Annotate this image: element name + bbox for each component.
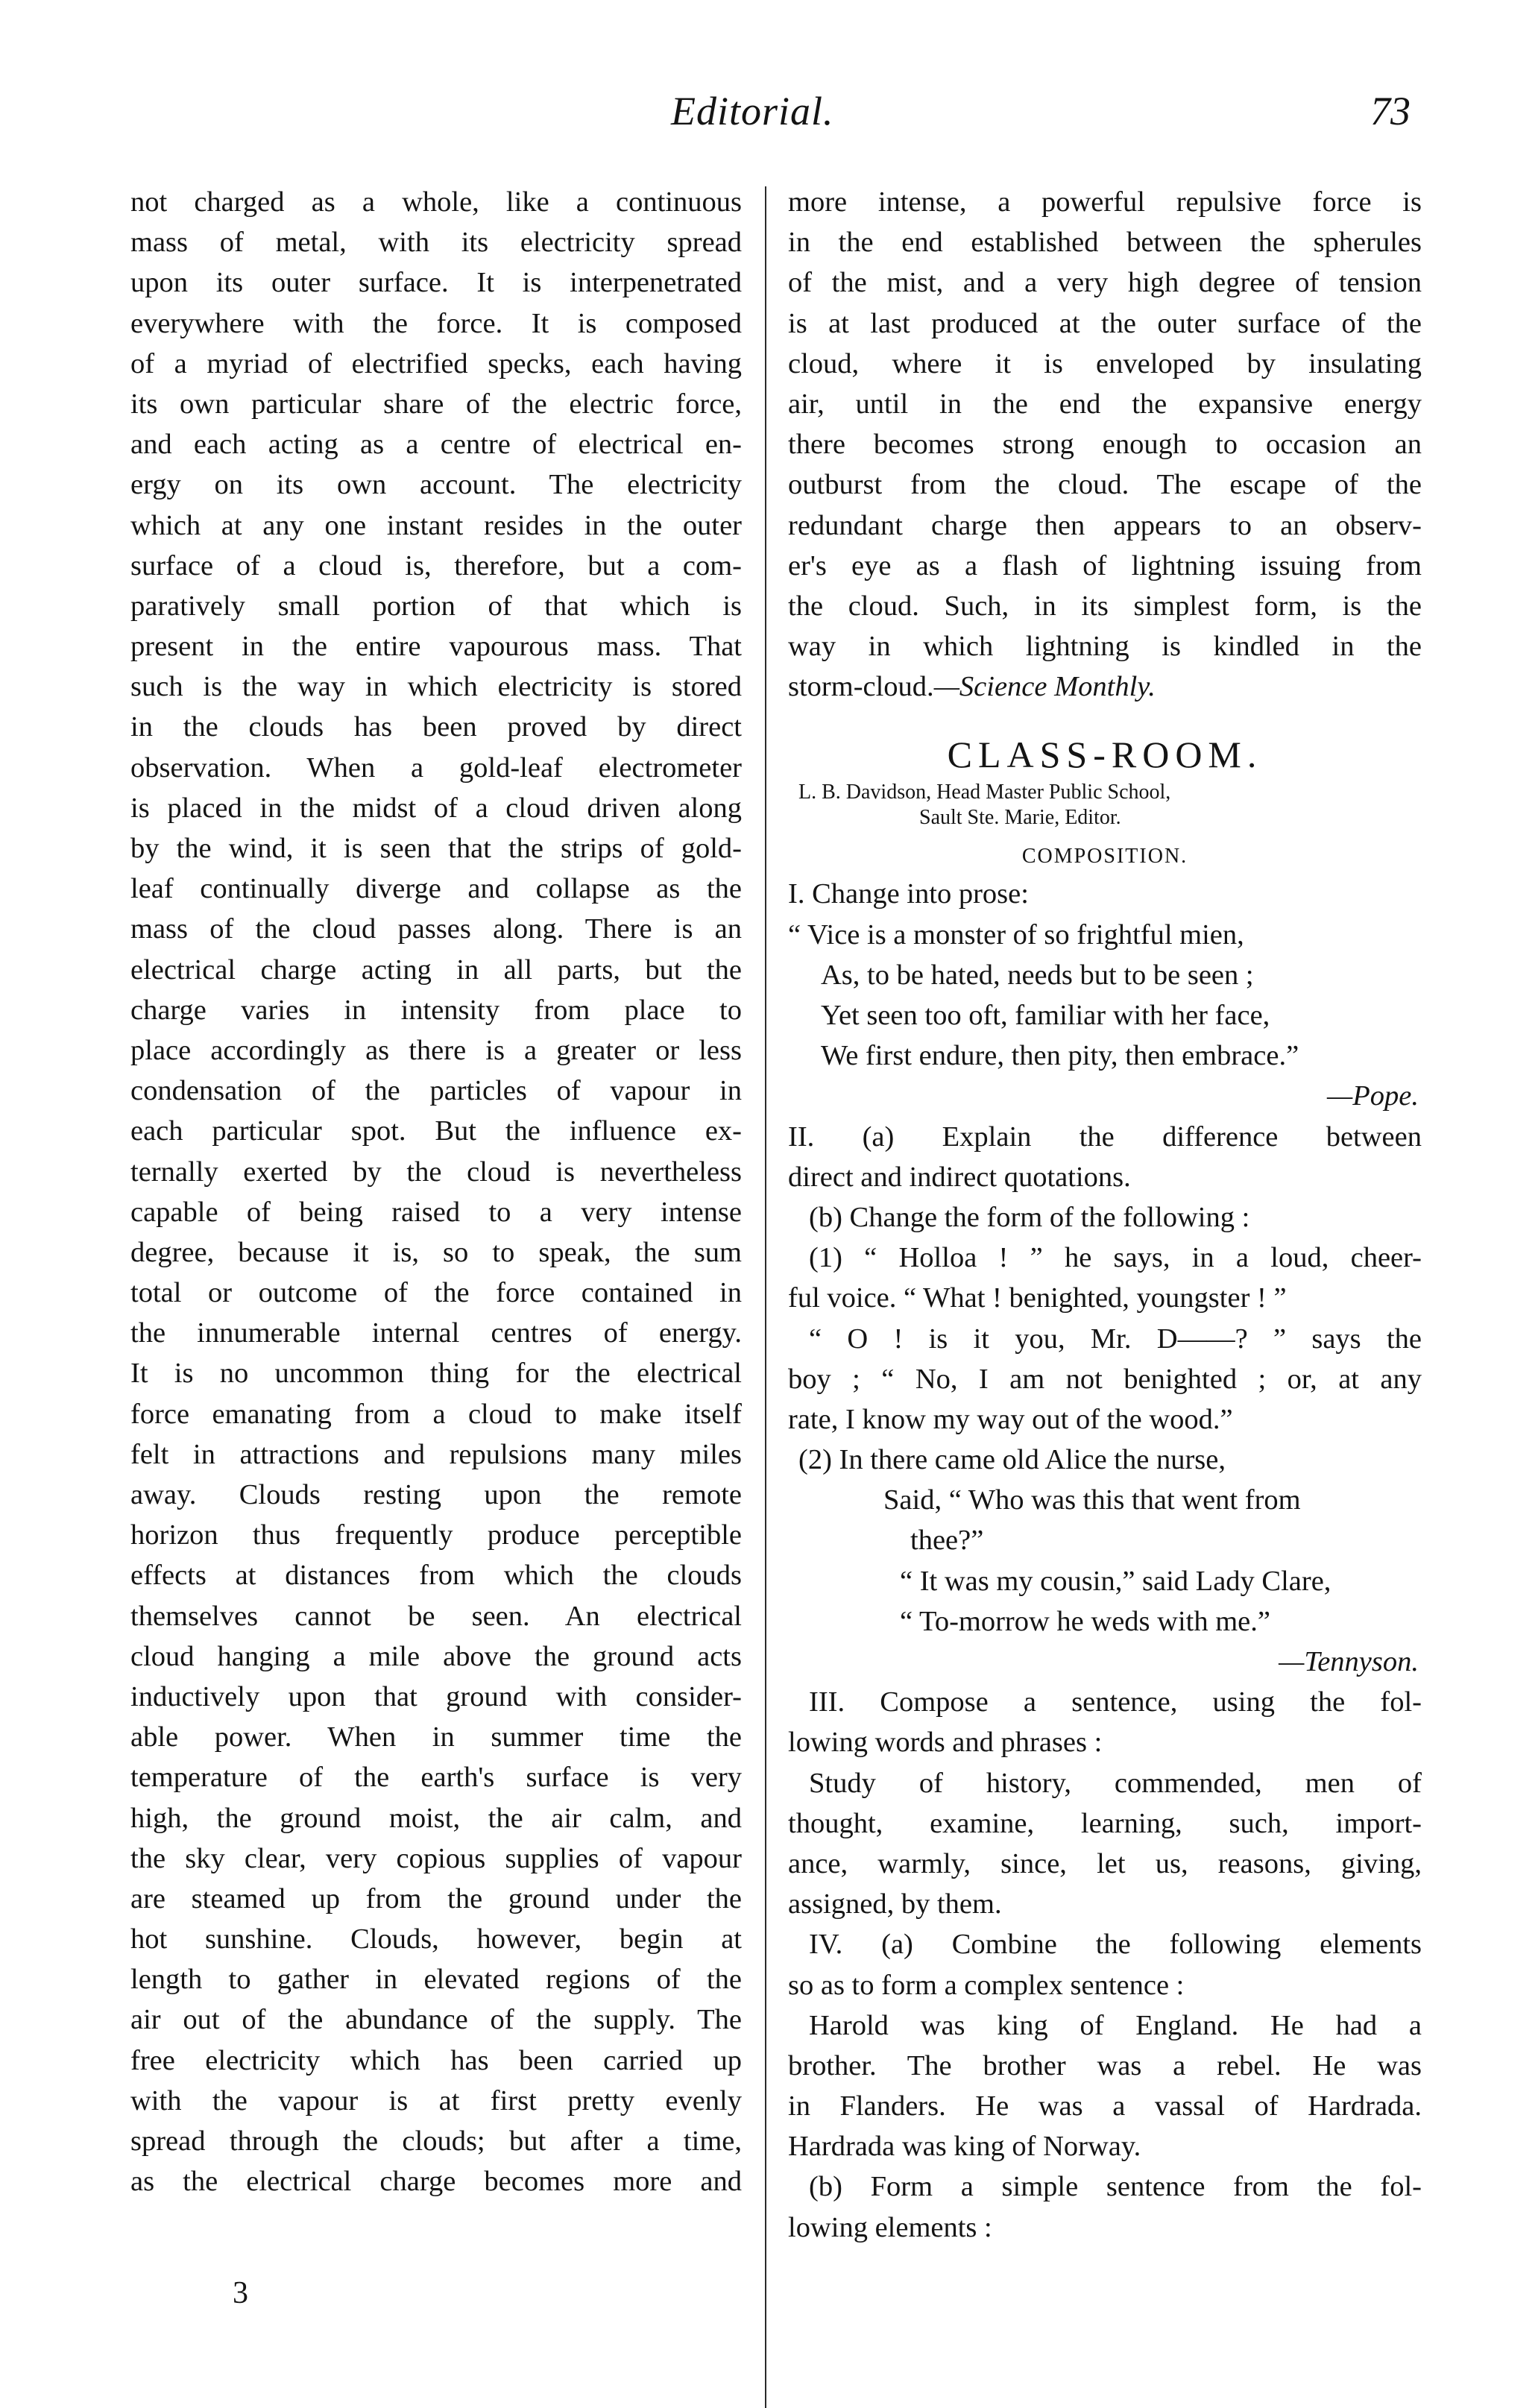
text-line: with the vapour is at first pretty evenly — [130, 2084, 742, 2117]
poem-line: As, to be hated, needs but to be seen ; — [821, 959, 1254, 991]
signature-mark: 3 — [233, 2276, 248, 2310]
text-line: paratively small portion of that which is — [130, 590, 742, 622]
editor-credit: L. B. Davidson, Head Master Public School, — [798, 781, 1171, 804]
text-line: by the wind, it is seen that the strips of gold- — [130, 833, 742, 864]
text-line: rate, I know my way out of the wood.” — [788, 1403, 1233, 1435]
text-line: leaf continually diverge and collapse as the — [130, 873, 742, 905]
text-line: lowing elements : — [788, 2211, 992, 2243]
text-line: which at any one instant resides in the outer — [130, 509, 742, 541]
text-line-with-source — [788, 666, 1422, 707]
text-line: observation. When a gold-leaf electrometer — [130, 751, 742, 784]
source-citation: —Science Monthly. — [933, 671, 1156, 703]
text-line: er's eye as a flash of lightning issuing from — [788, 549, 1422, 581]
text-line: of a myriad of electrified specks, each having — [130, 347, 742, 379]
text-line: effects at distances from which the clouds — [130, 1560, 742, 1592]
text-line: the sky clear, very copious supplies of vapour — [130, 1842, 742, 1874]
text-line: such is the way in which electricity is stored — [130, 671, 742, 703]
poem-line: We first endure, then pity, then embrace.” — [821, 1040, 1299, 1072]
text-line: is at last produced at the outer surface of the — [788, 307, 1422, 339]
text-line: (1) “ Holloa ! ” he says, in a loud, cheer- — [809, 1242, 1422, 1274]
text-line: mass of metal, with its electricity spread — [130, 227, 742, 259]
text-line: are steamed up from the ground under the — [130, 1882, 742, 1914]
poem-line: “ Vice is a monster of so frightful mien, — [788, 918, 1244, 951]
text-line: way in which lightning is kindled in the — [788, 631, 1422, 663]
text-line: horizon thus frequently produce perceptible — [130, 1519, 742, 1551]
text-line: ful voice. “ What ! benighted, youngster ! ” — [788, 1282, 1287, 1314]
text-line: length to gather in elevated regions of the — [130, 1964, 742, 1996]
poem-line: thee?” — [910, 1525, 984, 1557]
text-line: storm-cloud. — [788, 671, 934, 703]
text-line: total or outcome of the force contained in — [130, 1277, 742, 1309]
text-line: It is no uncommon thing for the electrical — [130, 1358, 742, 1390]
text-line: surface of a cloud is, therefore, but a com- — [130, 549, 742, 581]
text-line: ance, warmly, since, let us, reasons, giving, — [788, 1847, 1422, 1879]
text-line: thought, examine, learning, such, import- — [788, 1807, 1422, 1839]
running-title: Editorial. — [671, 89, 834, 133]
text-line: not charged as a whole, like a continuous — [130, 186, 742, 218]
subheading: COMPOSITION. — [1021, 845, 1188, 869]
text-line: III. Compose a sentence, using the fol- — [809, 1686, 1422, 1718]
text-line: lowing words and phrases : — [788, 1727, 1103, 1759]
text-line: redundant charge then appears to an observ- — [788, 509, 1422, 541]
poem-line: Yet seen too oft, familiar with her face, — [821, 1000, 1270, 1031]
page-number: 73 — [1370, 89, 1411, 133]
text-line: in the clouds has been proved by direct — [130, 711, 742, 743]
text-line: mass of the cloud passes along. There is an — [130, 913, 742, 945]
text-line: direct and indirect quotations. — [788, 1161, 1131, 1193]
text-line: charge varies in intensity from place to — [130, 994, 742, 1026]
poem-attribution: —Pope. — [1327, 1080, 1419, 1112]
text-line: cloud hanging a mile above the ground acts — [130, 1640, 742, 1672]
text-line: air out of the abundance of the supply. The — [130, 2004, 742, 2036]
right-column — [788, 182, 1422, 2248]
text-line: ergy on its own account. The electricity — [130, 469, 742, 501]
question-label: I. Change into prose: — [788, 878, 1029, 910]
poem-line: Said, “ Who was this that went from — [883, 1484, 1301, 1516]
text-line: more intense, a powerful repulsive force is — [788, 186, 1422, 218]
text-line: “ O ! is it you, Mr. D——? ” says the — [809, 1323, 1422, 1355]
poem-line: “ To-morrow he weds with me.” — [900, 1605, 1270, 1637]
text-line: in the end established between the spherules — [788, 227, 1422, 259]
text-line: able power. When in summer time the — [130, 1721, 742, 1753]
text-line: cloud, where it is enveloped by insulating — [788, 347, 1422, 379]
text-line: (b) Change the form of the following : — [809, 1201, 1250, 1233]
column-divider — [765, 186, 766, 2408]
text-line: free electricity which has been carried up — [130, 2044, 742, 2076]
text-line: Study of history, commended, men of — [809, 1767, 1422, 1799]
poem-line: “ It was my cousin,” said Lady Clare, — [900, 1565, 1331, 1597]
text-line: high, the ground moist, the air calm, and — [130, 1802, 742, 1834]
text-line: electrical charge acting in all parts, but the — [130, 954, 742, 986]
text-line: its own particular share of the electric force, — [130, 388, 742, 420]
text-line: brother. The brother was a rebel. He was — [788, 2049, 1422, 2081]
text-line: (b) Form a simple sentence from the fol- — [809, 2171, 1422, 2203]
text-line: inductively upon that ground with consider- — [130, 1680, 742, 1712]
text-line: outburst from the cloud. The escape of the — [788, 469, 1422, 501]
text-line: place accordingly as there is a greater or less — [130, 1034, 742, 1066]
text-line: in Flanders. He was a vassal of Hardrada. — [788, 2090, 1422, 2122]
text-line: the cloud. Such, in its simplest form, is the — [788, 590, 1422, 622]
text-line: everywhere with the force. It is composed — [130, 307, 742, 339]
text-line: is placed in the midst of a cloud driven along — [130, 792, 742, 824]
text-line: degree, because it is, so to speak, the sum — [130, 1236, 742, 1268]
text-line: ternally exerted by the cloud is nevertheless — [130, 1156, 742, 1188]
section-title: CLASS-ROOM. — [947, 734, 1263, 776]
text-line: Harold was king of England. He had a — [809, 2009, 1422, 2041]
text-line: felt in attractions and repulsions many miles — [130, 1438, 742, 1470]
text-line: each particular spot. But the influence ex- — [130, 1115, 742, 1147]
text-line: spread through the clouds; but after a time, — [130, 2125, 742, 2157]
text-line: air, until in the end the expansive energy — [788, 388, 1422, 420]
text-line: Hardrada was king of Norway. — [788, 2131, 1141, 2163]
text-line: away. Clouds resting upon the remote — [130, 1479, 742, 1510]
text-line: assigned, by them. — [788, 1888, 1002, 1920]
text-line: II. (a) Explain the difference between — [788, 1121, 1422, 1153]
text-line: of the mist, and a very high degree of tension — [788, 267, 1422, 299]
text-line: boy ; “ No, I am not benighted ; or, at any — [788, 1363, 1422, 1395]
text-line: so as to form a complex sentence : — [788, 1969, 1185, 2001]
text-line: IV. (a) Combine the following elements — [809, 1929, 1422, 1961]
text-line: condensation of the particles of vapour in — [130, 1075, 742, 1107]
text-line: the innumerable internal centres of energy. — [130, 1317, 742, 1349]
text-line: hot sunshine. Clouds, however, begin at — [130, 1923, 742, 1955]
left-column — [130, 182, 742, 2201]
poem-line: (2) In there came old Alice the nurse, — [798, 1444, 1226, 1476]
editor-credit: Sault Ste. Marie, Editor. — [919, 806, 1121, 830]
poem-attribution: —Tennyson. — [1279, 1646, 1419, 1677]
text-line: themselves cannot be seen. An electrical — [130, 1600, 742, 1632]
text-line: as the electrical charge becomes more and — [130, 2166, 742, 2198]
text-line: capable of being raised to a very intense — [130, 1196, 742, 1228]
text-line: upon its outer surface. It is interpenetrated — [130, 267, 742, 299]
text-line: there becomes strong enough to occasion an — [788, 429, 1422, 461]
text-line: and each acting as a centre of electrical en- — [130, 429, 742, 461]
text-line: force emanating from a cloud to make itself — [130, 1398, 742, 1430]
text-line: present in the entire vapourous mass. That — [130, 631, 742, 663]
text-line: temperature of the earth's surface is very — [130, 1762, 742, 1794]
